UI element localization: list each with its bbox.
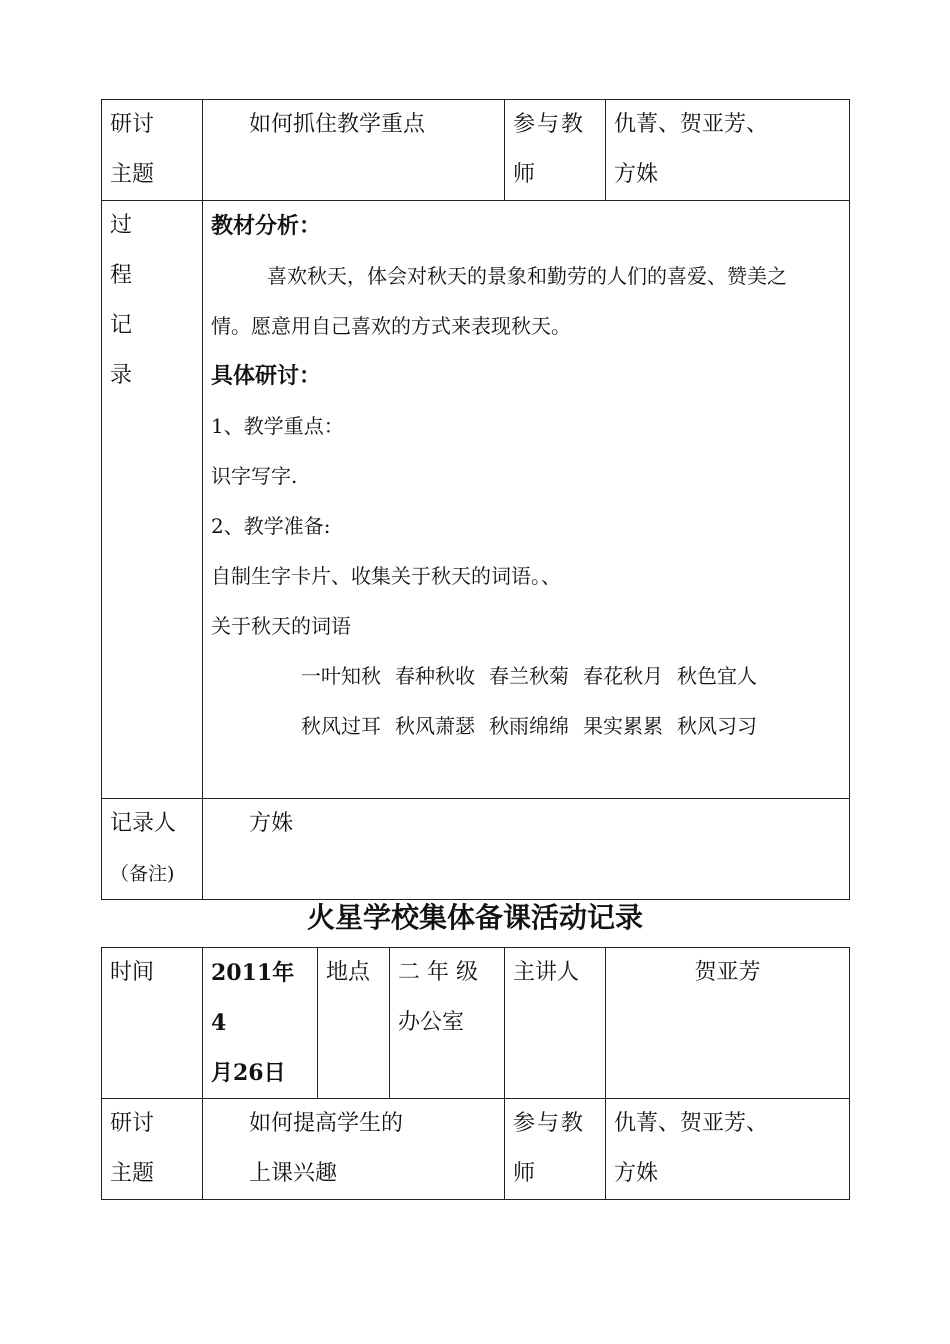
item1-title: 1、教学重点： <box>211 414 344 438</box>
words-row-2 <box>211 701 841 751</box>
item2-title: 2、教学准备: <box>211 514 331 538</box>
time-value: 2011年4 月26日 <box>203 948 318 1099</box>
place-value: 二 年 级 办公室 <box>390 948 505 1099</box>
time-label: 时间 <box>102 948 203 1099</box>
participants-value-2: 仇菁、贺亚芳、 方姝 <box>606 1099 850 1200</box>
idiom: 秋色宜人 <box>677 664 757 688</box>
recorder-row <box>102 799 850 900</box>
speaker-label: 主讲人 <box>505 948 606 1099</box>
analysis-heading: 教材分析： <box>211 213 322 239</box>
item2-text: 自制生字卡片、收集关于秋天的词语。、 <box>211 564 561 588</box>
idiom: 一叶知秋 <box>301 664 381 688</box>
activity-record-table-1 <box>101 99 850 900</box>
topic-label: 研讨 主题 <box>102 100 203 201</box>
topic-value: 如何抓住教学重点 <box>203 100 505 201</box>
topic-row-2 <box>102 1099 850 1200</box>
participants-label-2: 参与教 师 <box>505 1099 606 1200</box>
participants-label: 参与教 师 <box>505 100 606 201</box>
info-row <box>102 948 850 1099</box>
process-label: 过 程 记 录 <box>102 201 203 799</box>
participants-value: 仇菁、贺亚芳、 方姝 <box>606 100 850 201</box>
idiom: 春种秋收 <box>395 664 475 688</box>
recorder-label: 记录人 （备注) <box>102 799 203 900</box>
speaker-value: 贺亚芳 <box>606 948 850 1099</box>
topic-label-2: 研讨 主题 <box>102 1099 203 1200</box>
idiom: 秋风萧瑟 <box>395 714 475 738</box>
idiom: 春兰秋菊 <box>489 664 569 688</box>
item1-text: 识字写字. <box>211 464 298 488</box>
idiom: 秋风过耳 <box>301 714 381 738</box>
idiom: 春花秋月 <box>583 664 663 688</box>
words-title: 关于秋天的词语 <box>211 614 351 638</box>
analysis-text-line1: 喜欢秋天，体会对秋天的景象和勤劳的人们的喜爱、赞美之 <box>267 264 787 288</box>
topic-row <box>102 100 850 201</box>
words-row-1 <box>211 651 841 701</box>
topic-value-2: 如何提高学生的 上课兴趣 <box>203 1099 505 1200</box>
discussion-heading: 具体研讨： <box>211 363 322 389</box>
process-row <box>102 201 850 799</box>
idiom: 果实累累 <box>583 714 663 738</box>
idiom: 秋风习习 <box>677 714 757 738</box>
analysis-text-line2: 情。愿意用自己喜欢的方式来表现秋天。 <box>211 314 571 338</box>
place-label: 地点 <box>318 948 390 1099</box>
process-content <box>203 201 850 799</box>
idiom: 秋雨绵绵 <box>489 714 569 738</box>
activity-record-table-2 <box>101 947 850 1200</box>
document-title: 火星学校集体备课活动记录 <box>306 901 643 934</box>
recorder-value: 方姝 <box>203 799 850 900</box>
